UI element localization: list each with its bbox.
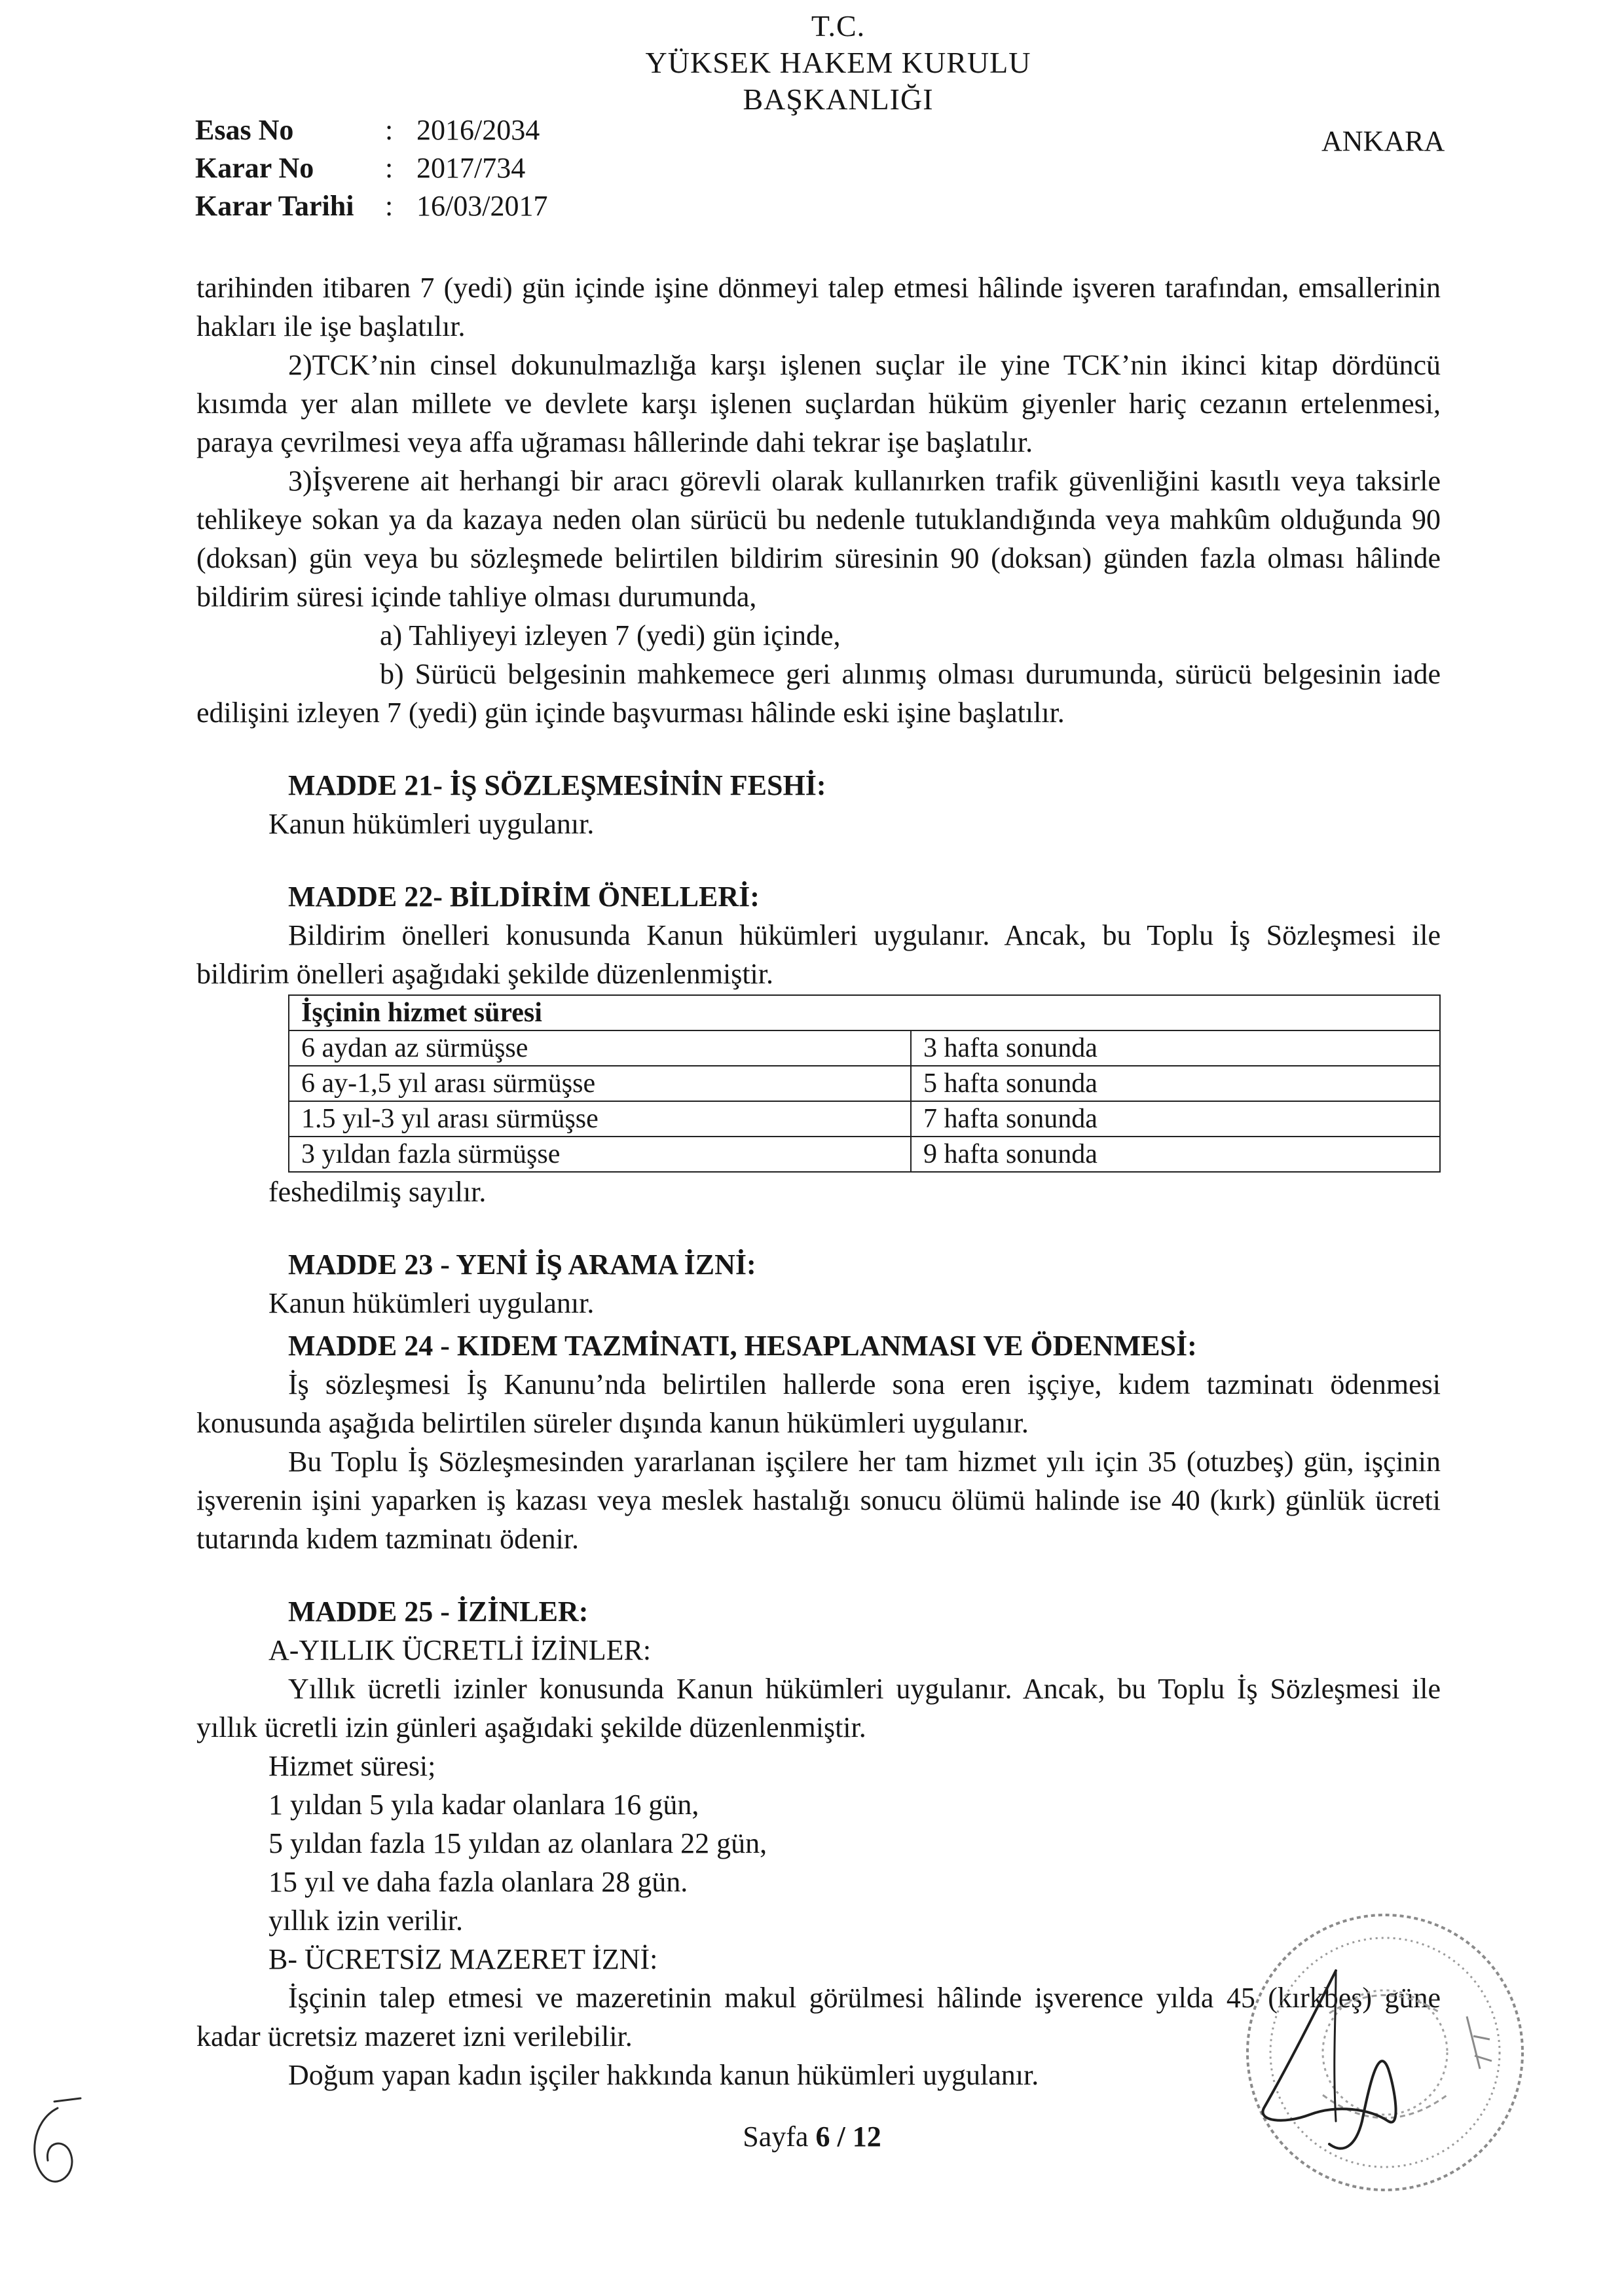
list-item: 15 yıl ve daha fazla olanlara 28 gün. — [268, 1866, 688, 1898]
table-row — [289, 1137, 1440, 1172]
case-meta — [195, 111, 547, 225]
page-number-current: 6 — [815, 2121, 830, 2153]
page-number-prefix: Sayfa — [743, 2121, 816, 2153]
header-city: ANKARA — [1321, 125, 1445, 157]
article-22-after-table: feshedilmiş sayılır. — [268, 1176, 487, 1208]
header-presidency: BAŞKANLIĞI — [743, 82, 934, 116]
paragraph-3a: a) Tahliyeyi izleyen 7 (yedi) gün içinde, — [380, 619, 841, 651]
list-item: 1 yıldan 5 yıla kadar olanlara 16 gün, — [268, 1789, 699, 1821]
page-number-total: 12 — [852, 2121, 881, 2153]
article-22-title: MADDE 22- BİLDİRİM ÖNELLERİ: — [288, 881, 760, 913]
article-25-title: MADDE 25 - İZİNLER: — [288, 1595, 589, 1628]
page-number-separator: / — [830, 2121, 853, 2153]
table-cell-period: 1.5 yıl-3 yıl arası sürmüşse — [289, 1101, 911, 1137]
meta-separator: : — [385, 114, 394, 146]
meta-row-decision-no — [195, 149, 547, 187]
table-header-row — [289, 995, 1440, 1030]
article-24-paragraph-2: Bu Toplu İş Sözleşmesinden yararlanan işçilere her tam hizmet yılı için 35 (otuzbeş) gün, işçinin işverenin işini yaparken iş kazası veya meslek hastalığı sonucu ölümü halinde ise 40 (kırk) günlük ücreti tutarında kıdem tazminatı ödenir. — [196, 1446, 1441, 1555]
article-25-b-text: İşçinin talep etmesi ve mazeretinin makul görülmesi hâlinde işverence yılda 45 (kırkbeş) güne kadar ücretsiz mazeret izni verilebilir. — [196, 1982, 1441, 2052]
list-item: Hizmet süresi; — [268, 1750, 436, 1782]
article-23-text: Kanun hükümleri uygulanır. — [268, 1287, 595, 1319]
table-row — [289, 1030, 1440, 1066]
paragraph-1: tarihinden itibaren 7 (yedi) gün içinde işine dönmeyi talep etmesi hâlinde işveren tarafından, emsallerinin hakları ile işe başlatılır. — [196, 272, 1441, 342]
meta-value: 2016/2034 — [416, 114, 540, 146]
article-23-title: MADDE 23 - YENİ İŞ ARAMA İZNİ: — [288, 1248, 756, 1281]
table-cell-notice: 9 hafta sonunda — [911, 1137, 1440, 1172]
table-cell-notice: 3 hafta sonunda — [911, 1030, 1440, 1066]
meta-label: Karar No — [195, 152, 314, 184]
meta-value: 2017/734 — [416, 152, 526, 184]
signature-icon — [1238, 1958, 1428, 2167]
article-22-text: Bildirim önelleri konusunda Kanun hükümleri uygulanır. Ancak, bu Toplu İş Sözleşmesi ile bildirim önelleri aşağıdaki şekilde düzenlenmiştir. — [196, 919, 1441, 990]
meta-value: 16/03/2017 — [416, 190, 548, 222]
paragraph-3b: b) Sürücü belgesinin mahkemece geri alınmış olması durumunda, sürücü belgesinin iade edilişini izleyen 7 (yedi) gün içinde başvurması hâlinde eski işine başlatılır. — [196, 658, 1441, 729]
meta-label: Karar Tarihi — [195, 190, 354, 222]
document-body — [196, 268, 1441, 2094]
paragraph-3: 3)İşverene ait herhangi bir aracı görevli olarak kullanırken trafik güvenliğini kasıtlı veya taksirle tehlikeye sokan ya da kazaya neden olan sürücü bu nedenle tutuklandığında veya mahkûm olduğunda 90 (doksan) gün veya bu sözleşmede belirtilen bildirim süresinin 90 (doksan) günden fazla olması hâlinde bildirim süresi içinde tahliye olması durumunda, — [196, 465, 1441, 613]
meta-separator: : — [385, 190, 394, 222]
article-21-title: MADDE 21- İŞ SÖZLEŞMESİNİN FESHİ: — [288, 769, 826, 801]
meta-label: Esas No — [195, 114, 294, 146]
paragraph-2: 2)TCK’nin cinsel dokunulmazlığa karşı işlenen suçlar ile yine TCK’nin ikinci kitap dördüncü kısımda yer alan millete ve devlete karşı işlenen suçlardan hüküm giyenler hariç cezanın ertelenmesi, paraya çevrilmesi veya affa uğraması hâllerinde dahi tekrar işe başlatılır. — [196, 349, 1441, 458]
article-24-title: MADDE 24 - KIDEM TAZMİNATI, HESAPLANMASI VE ÖDENMESİ: — [288, 1330, 1197, 1362]
document-header — [589, 8, 1087, 118]
handwritten-mark-icon — [18, 2095, 90, 2193]
table-cell-period: 6 ay-1,5 yıl arası sürmüşse — [289, 1066, 911, 1101]
meta-separator: : — [385, 152, 394, 184]
article-25-b-text-2: Doğum yapan kadın işçiler hakkında kanun hükümleri uygulanır. — [288, 2059, 1039, 2091]
table-row — [289, 1101, 1440, 1137]
table-cell-period: 3 yıldan fazla sürmüşse — [289, 1137, 911, 1172]
article-25-subheading-a: A-YILLIK ÜCRETLİ İZİNLER: — [268, 1634, 652, 1666]
table-cell-period: 6 aydan az sürmüşse — [289, 1030, 911, 1066]
table-cell-notice: 5 hafta sonunda — [911, 1066, 1440, 1101]
header-tc: T.C. — [811, 9, 866, 43]
table-row — [289, 1066, 1440, 1101]
article-25-a-text: Yıllık ücretli izinler konusunda Kanun hükümleri uygulanır. Ancak, bu Toplu İş Sözleşmesi ile yıllık ücretli izin günleri aşağıdaki şekilde düzenlenmiştir. — [196, 1673, 1441, 1743]
header-institution: YÜKSEK HAKEM KURULU — [645, 46, 1031, 79]
article-24-paragraph-1: İş sözleşmesi İş Kanunu’nda belirtilen hallerde sona eren işçiye, kıdem tazminatı ödenmesi konusunda aşağıda belirtilen süreler dışında kanun hükümleri uygulanır. — [196, 1368, 1441, 1439]
article-21-text: Kanun hükümleri uygulanır. — [268, 808, 595, 840]
article-25-subheading-b: B- ÜCRETSİZ MAZERET İZNİ: — [268, 1943, 658, 1975]
meta-row-decision-date — [195, 187, 547, 225]
notice-period-table — [288, 994, 1441, 1173]
list-item: yıllık izin verilir. — [268, 1904, 463, 1937]
list-item: 5 yıldan fazla 15 yıldan az olanlara 22 gün, — [268, 1827, 767, 1859]
meta-row-case-no — [195, 111, 547, 149]
table-header: İşçinin hizmet süresi — [289, 995, 1440, 1030]
table-cell-notice: 7 hafta sonunda — [911, 1101, 1440, 1137]
